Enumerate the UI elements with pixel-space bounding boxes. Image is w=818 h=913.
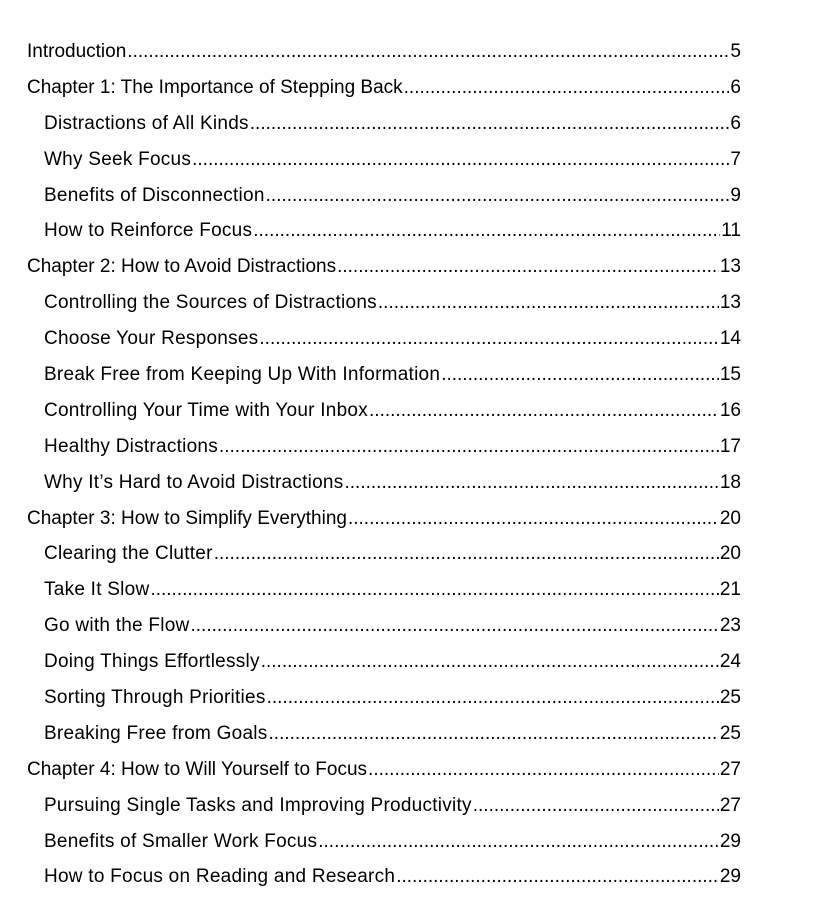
toc-section-entry[interactable] — [0, 429, 741, 465]
dot-leader — [441, 357, 719, 393]
dot-leader — [473, 788, 719, 824]
toc-section-entry[interactable] — [0, 608, 741, 644]
toc-chapter-entry[interactable] — [0, 70, 741, 106]
toc-entry-title: Why Seek Focus — [44, 148, 192, 170]
toc-entry-title: How to Focus on Reading and Research — [44, 866, 396, 888]
toc-page-number: 25 — [719, 722, 741, 744]
toc-page-number: 11 — [721, 220, 741, 242]
toc-page-number: 6 — [730, 112, 741, 134]
dot-leader — [259, 321, 718, 357]
toc-page-number: 27 — [719, 758, 741, 780]
toc-page-number: 9 — [730, 184, 741, 206]
table-of-contents — [0, 34, 818, 895]
toc-page-number: 15 — [719, 364, 741, 386]
dot-leader — [219, 429, 719, 465]
toc-section-entry[interactable] — [0, 536, 741, 572]
toc-entry-title: Take It Slow — [44, 579, 150, 601]
toc-entry-title: Go with the Flow — [44, 615, 190, 637]
toc-page-number: 14 — [719, 328, 741, 350]
dot-leader — [378, 285, 719, 321]
toc-page-number: 6 — [730, 76, 741, 98]
toc-entry-title: Clearing the Clutter — [44, 543, 213, 565]
toc-section-entry[interactable] — [0, 859, 741, 895]
dot-leader — [396, 859, 719, 895]
toc-entry-title: Doing Things Effortlessly — [44, 651, 260, 673]
dot-leader — [127, 34, 729, 70]
dot-leader — [348, 501, 719, 537]
toc-chapter-entry[interactable] — [0, 501, 741, 537]
toc-page-number: 24 — [719, 651, 741, 673]
toc-section-entry[interactable] — [0, 716, 741, 752]
toc-entry-title: Breaking Free from Goals — [44, 722, 268, 744]
toc-section-entry[interactable] — [0, 321, 741, 357]
toc-page-number: 16 — [719, 399, 741, 421]
toc-page-number: 17 — [719, 435, 741, 457]
toc-section-entry[interactable] — [0, 106, 741, 142]
toc-entry-title: Benefits of Smaller Work Focus — [44, 830, 318, 852]
toc-section-entry[interactable] — [0, 393, 741, 429]
toc-entry-title: Controlling Your Time with Your Inbox — [44, 399, 369, 421]
toc-page-number: 27 — [719, 794, 741, 816]
toc-section-entry[interactable] — [0, 788, 741, 824]
dot-leader — [269, 716, 719, 752]
toc-page-number: 29 — [719, 830, 741, 852]
toc-page-number: 20 — [719, 543, 741, 565]
toc-entry-title: Controlling the Sources of Distractions — [44, 292, 377, 314]
toc-page-number: 23 — [719, 615, 741, 637]
toc-page-number: 5 — [730, 41, 741, 62]
toc-section-entry[interactable] — [0, 644, 741, 680]
toc-entry-title: Chapter 4: How to Will Yourself to Focus — [27, 758, 368, 780]
toc-section-entry[interactable] — [0, 680, 741, 716]
dot-leader — [404, 70, 730, 106]
toc-page-number: 7 — [730, 148, 741, 170]
toc-page-number: 29 — [719, 866, 741, 888]
toc-page-number: 25 — [719, 687, 741, 709]
dot-leader — [337, 249, 719, 285]
dot-leader — [214, 536, 719, 572]
dot-leader — [266, 178, 730, 214]
toc-chapter-entry[interactable] — [0, 249, 741, 285]
dot-leader — [368, 752, 719, 788]
toc-page-number: 20 — [719, 507, 741, 529]
toc-section-entry[interactable] — [0, 285, 741, 321]
toc-entry-title: How to Reinforce Focus — [44, 220, 253, 242]
dot-leader — [267, 680, 719, 716]
toc-entry-title: Chapter 1: The Importance of Stepping Back — [27, 76, 403, 98]
toc-entry-title: Chapter 3: How to Simplify Everything — [27, 507, 347, 529]
dot-leader — [253, 213, 720, 249]
dot-leader — [192, 142, 729, 178]
toc-section-entry[interactable] — [0, 178, 741, 214]
toc-entry-title: Break Free from Keeping Up With Information — [44, 364, 441, 386]
toc-entry-title: Introduction — [27, 41, 127, 62]
dot-leader — [345, 465, 719, 501]
toc-section-entry[interactable] — [0, 142, 741, 178]
dot-leader — [369, 393, 719, 429]
toc-chapter-entry[interactable] — [0, 752, 741, 788]
toc-entry-title: Why It’s Hard to Avoid Distractions — [44, 471, 344, 493]
dot-leader — [318, 824, 719, 860]
toc-entry-title: Sorting Through Priorities — [44, 687, 266, 709]
toc-section-entry[interactable] — [0, 357, 741, 393]
toc-section-entry[interactable] — [0, 572, 741, 608]
toc-entry-title: Pursuing Single Tasks and Improving Productivity — [44, 794, 472, 816]
toc-entry-title: Chapter 2: How to Avoid Distractions — [27, 256, 337, 278]
toc-chapter-entry[interactable] — [0, 34, 741, 70]
dot-leader — [150, 572, 718, 608]
toc-section-entry[interactable] — [0, 824, 741, 860]
dot-leader — [250, 106, 730, 142]
toc-section-entry[interactable] — [0, 213, 741, 249]
dot-leader — [261, 644, 719, 680]
toc-page-number: 21 — [719, 579, 741, 601]
toc-entry-title: Healthy Distractions — [44, 435, 218, 457]
dot-leader — [191, 608, 719, 644]
toc-section-entry[interactable] — [0, 465, 741, 501]
toc-page-number: 13 — [719, 256, 741, 278]
toc-entry-title: Choose Your Responses — [44, 328, 259, 350]
toc-entry-title: Benefits of Disconnection — [44, 184, 265, 206]
toc-page-number: 13 — [719, 292, 741, 314]
toc-page-number: 18 — [719, 471, 741, 493]
toc-entry-title: Distractions of All Kinds — [44, 112, 249, 134]
